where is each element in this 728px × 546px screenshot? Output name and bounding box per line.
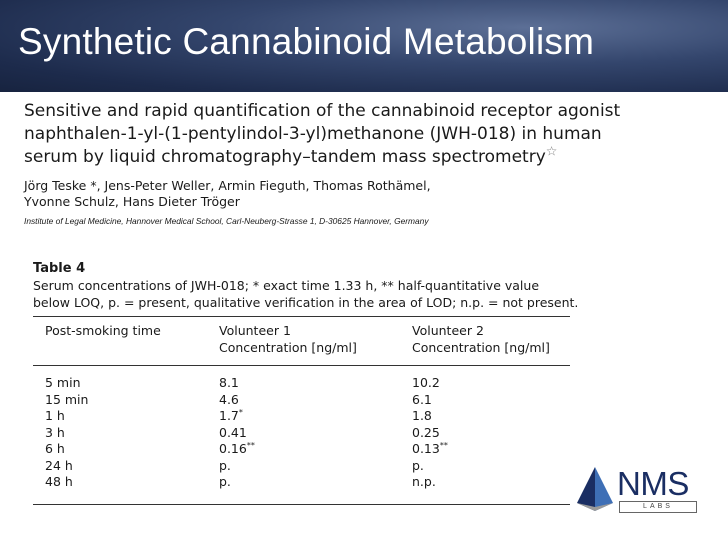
- cell-volunteer-2-value: 0.13: [412, 441, 440, 456]
- cell-volunteer-2-value: p.: [412, 457, 424, 473]
- cell-volunteer-1-value: p.: [219, 457, 231, 473]
- cell-time-value: 24 h: [45, 457, 73, 473]
- authors-line-2: Yvonne Schulz, Hans Dieter Tröger: [24, 194, 240, 209]
- cell-time: [45, 391, 88, 408]
- cell-time: [45, 457, 73, 474]
- cell-time: [45, 374, 81, 391]
- logo-sub-label: LABS: [619, 501, 697, 513]
- paper-affiliation: Institute of Legal Medicine, Hannover Medical School, Carl-Neuberg-Strasse 1, D-30625 Hannover, Germany: [24, 216, 429, 226]
- cell-volunteer-1: [219, 473, 231, 490]
- header-volunteer-1: Volunteer 1: [219, 323, 291, 338]
- cell-volunteer-2: [412, 391, 432, 408]
- cell-volunteer-1: [219, 457, 231, 474]
- cell-volunteer-1-value: 8.1: [219, 375, 239, 390]
- header-volunteer-2-unit: Concentration [ng/ml]: [412, 340, 550, 355]
- table-bottom-rule: [33, 504, 570, 505]
- cell-time-value: 5 min: [45, 375, 81, 390]
- cell-time-value: 48 h: [45, 474, 73, 489]
- paper-citation: [24, 100, 624, 226]
- slide-title: Synthetic Cannabinoid Metabolism: [18, 21, 595, 62]
- cell-time: [45, 424, 65, 441]
- authors-line-1: Jörg Teske *, Jens-Peter Weller, Armin Fieguth, Thomas Rothämel,: [24, 178, 431, 193]
- paper-authors: [24, 178, 624, 210]
- table-header-row: [33, 317, 570, 365]
- cell-time: [45, 407, 65, 424]
- table-caption-line-1: Serum concentrations of JWH-018; * exact time 1.33 h, ** half-quantitative value: [33, 278, 540, 293]
- cell-volunteer-2: [412, 440, 448, 457]
- cell-volunteer-1-value: 0.41: [219, 424, 247, 440]
- cell-volunteer-2-value: 10.2: [412, 375, 440, 390]
- cell-volunteer-2: [412, 407, 432, 424]
- cell-volunteer-2: [412, 424, 440, 441]
- cell-volunteer-1: [219, 374, 239, 391]
- paper-title-line-3: [24, 146, 624, 169]
- paper-title-line-1: Sensitive and rapid quantification of the cannabinoid receptor agonist: [24, 101, 621, 121]
- cell-volunteer-1-value: 4.6: [219, 391, 239, 407]
- header-volunteer-2: Volunteer 2: [412, 323, 484, 338]
- cell-volunteer-1: [219, 391, 239, 408]
- cell-time-value: 1 h: [45, 408, 65, 423]
- header-volunteer-1-unit: Concentration [ng/ml]: [219, 340, 357, 355]
- cell-volunteer-2-value: 6.1: [412, 391, 432, 407]
- cell-volunteer-1-value: 0.16: [219, 441, 247, 456]
- nms-labs-logo: [573, 465, 698, 515]
- cell-time-value: 15 min: [45, 391, 89, 407]
- cell-volunteer-1: [219, 407, 243, 424]
- footnote-star-icon: ☆: [545, 144, 558, 160]
- logo-wordmark: NMS: [617, 465, 689, 502]
- cell-time: [45, 473, 73, 490]
- cell-volunteer-1-footnote-mark: **: [246, 440, 255, 450]
- table-caption-line-2: below LOQ, p. = present, qualitative verification in the area of LOD; n.p. = not present.: [33, 295, 579, 310]
- cell-volunteer-2: [412, 374, 440, 391]
- cell-volunteer-2-value: 1.8: [412, 408, 432, 423]
- cell-volunteer-1-value: p.: [219, 474, 231, 489]
- cell-volunteer-2-value: n.p.: [412, 474, 436, 489]
- nms-pyramid-icon: [573, 465, 617, 515]
- cell-time-value: 3 h: [45, 424, 65, 440]
- header-time: Post-smoking time: [45, 323, 161, 338]
- table-label: Table 4: [33, 261, 86, 276]
- cell-volunteer-2-footnote-mark: **: [439, 440, 448, 450]
- results-table: [33, 260, 579, 505]
- paper-title-line-2: naphthalen-1-yl-(1-pentylindol-3-yl)methanone (JWH-018) in human: [24, 124, 602, 144]
- cell-time: [45, 440, 65, 457]
- cell-volunteer-1: [219, 440, 255, 457]
- cell-volunteer-1-footnote-mark: *: [238, 407, 243, 417]
- cell-time-value: 6 h: [45, 441, 65, 456]
- cell-volunteer-1: [219, 424, 247, 441]
- cell-volunteer-2: [412, 457, 424, 474]
- table-body: [33, 366, 570, 504]
- cell-volunteer-2-value: 0.25: [412, 424, 440, 440]
- cell-volunteer-1-value: 1.7: [219, 408, 239, 423]
- cell-volunteer-2: [412, 473, 436, 490]
- paper-title-line-3-text: serum by liquid chromatography–tandem mass spectrometry: [24, 147, 546, 167]
- slide-header-band: [0, 0, 728, 92]
